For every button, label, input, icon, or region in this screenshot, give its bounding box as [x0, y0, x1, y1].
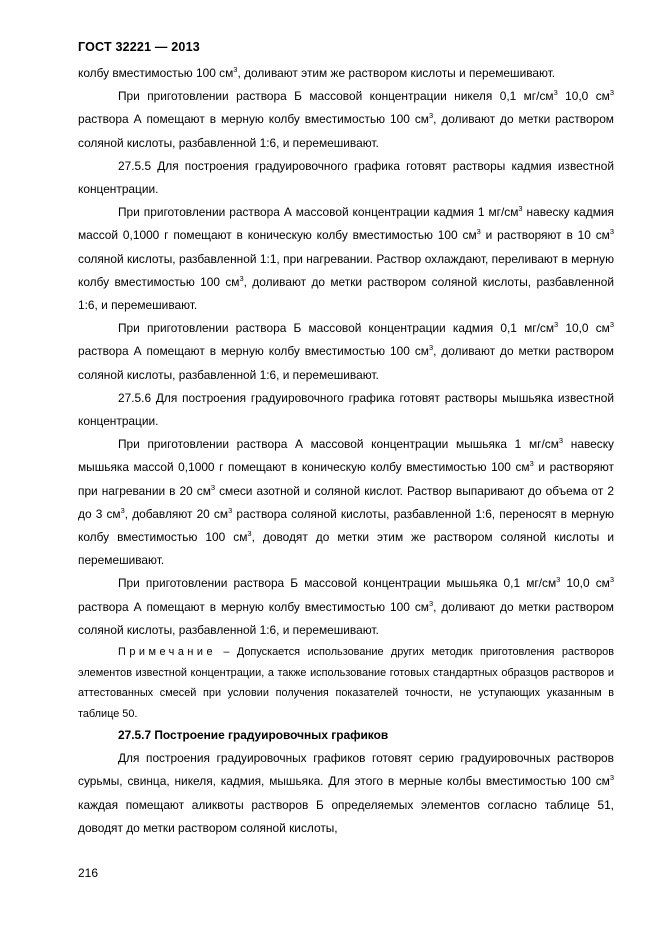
section-paragraph-27-5-6: 27.5.6 Для построения градуировочного графика готовят растворы мышьяка известной концентрации. — [78, 390, 614, 429]
paragraph: Для построения градуировочных графиков готовят серию градуировочных растворов сурьмы, свинца, никеля, кадмия, мышьяка. Для этого в мерные колбы вместимостью 100 $см^3$ каждая помещают аликвоты растворов Б определяемых элементов согласно таблице 51, доводят до метки раствором соляной кислоты, — [78, 751, 614, 835]
paragraph: При приготовлении раствора А массовой концентрации мышьяка 1 $мг/см^3$ навеску мышьяка массой 0,1000 г помещают в коническую колбу вместимостью 100 $см^3$ и растворяют при нагревании в 20 $см^3$ смеси азотной и соляной кислот. Раствор выпаривают до объема от 2 до 3 $см^3$, добавляют 20 $см^3$ раствора соляной кислоты, разбавленной 1:6, переносят в мерную колбу вместимостью 100 $см^3$, доводят до метки этим же раствором соляной кислоты и перемешивают. — [78, 436, 615, 568]
note-text: – Допускается использование других методик приготовления растворов элементов известной концентрации, а также использование готовых стандартных образцов растворов и аттестованных смесей при условии получения показателей точности, не уступающих указанным в таблице 50. — [78, 646, 614, 720]
paragraph: колбу вместимостью 100 $см^3$, доливают этим же раствором кислоты и перемешивают. — [78, 65, 556, 80]
note-paragraph — [78, 642, 614, 724]
section-paragraph-27-5-5: 27.5.5 Для построения градуировочного графика готовят растворы кадмия известной концентрации. — [78, 158, 614, 197]
paragraph: При приготовлении раствора А массовой концентрации кадмия 1 $мг/см^3$ навеску кадмия массой 0,1000 г помещают в коническую колбу вместимостью 100 $см^3$ и растворяют в 10 $см^3$ соляной кислоты, разбавленной 1:1, при нагревании. Раствор охлаждают, переливают в мерную колбу вместимостью 100 $см^3$, доливают до метки раствором соляной кислоты, разбавленной 1:6, и перемешивают. — [78, 204, 614, 313]
paragraph: При приготовлении раствора Б массовой концентрации кадмия 0,1 $мг/см^3$ 10,0 $см^3$ раствора А помещают в мерную колбу вместимостью 100 $см^3$, доливают до метки раствором соляной кислоты, разбавленной 1:6, и перемешивают. — [78, 320, 615, 382]
page-header-title: ГОСТ 32221 — 2013 — [78, 40, 200, 54]
page-number: 216 — [78, 866, 99, 880]
note-label: Примечание — [118, 646, 217, 659]
body-text — [78, 62, 614, 840]
paragraph: При приготовлении раствора Б массовой концентрации мышьяка 0,1 $мг/см^3$ 10,0 $см^3$ раствора А помещают в мерную колбу вместимостью 100 $см^3$, доливают до метки раствором соляной кислоты, разбавленной 1:6, и перемешивают. — [78, 575, 614, 637]
subheading-27-5-7: 27.5.7 Построение градуировочных графиков — [118, 728, 389, 743]
paragraph: При приготовлении раствора Б массовой концентрации никеля 0,1 $мг/см^3$ 10,0 $см^3$ раствора А помещают в мерную колбу вместимостью 100 $см^3$, доливают до метки раствором соляной кислоты, разбавленной 1:6, и перемешивают. — [78, 88, 614, 150]
